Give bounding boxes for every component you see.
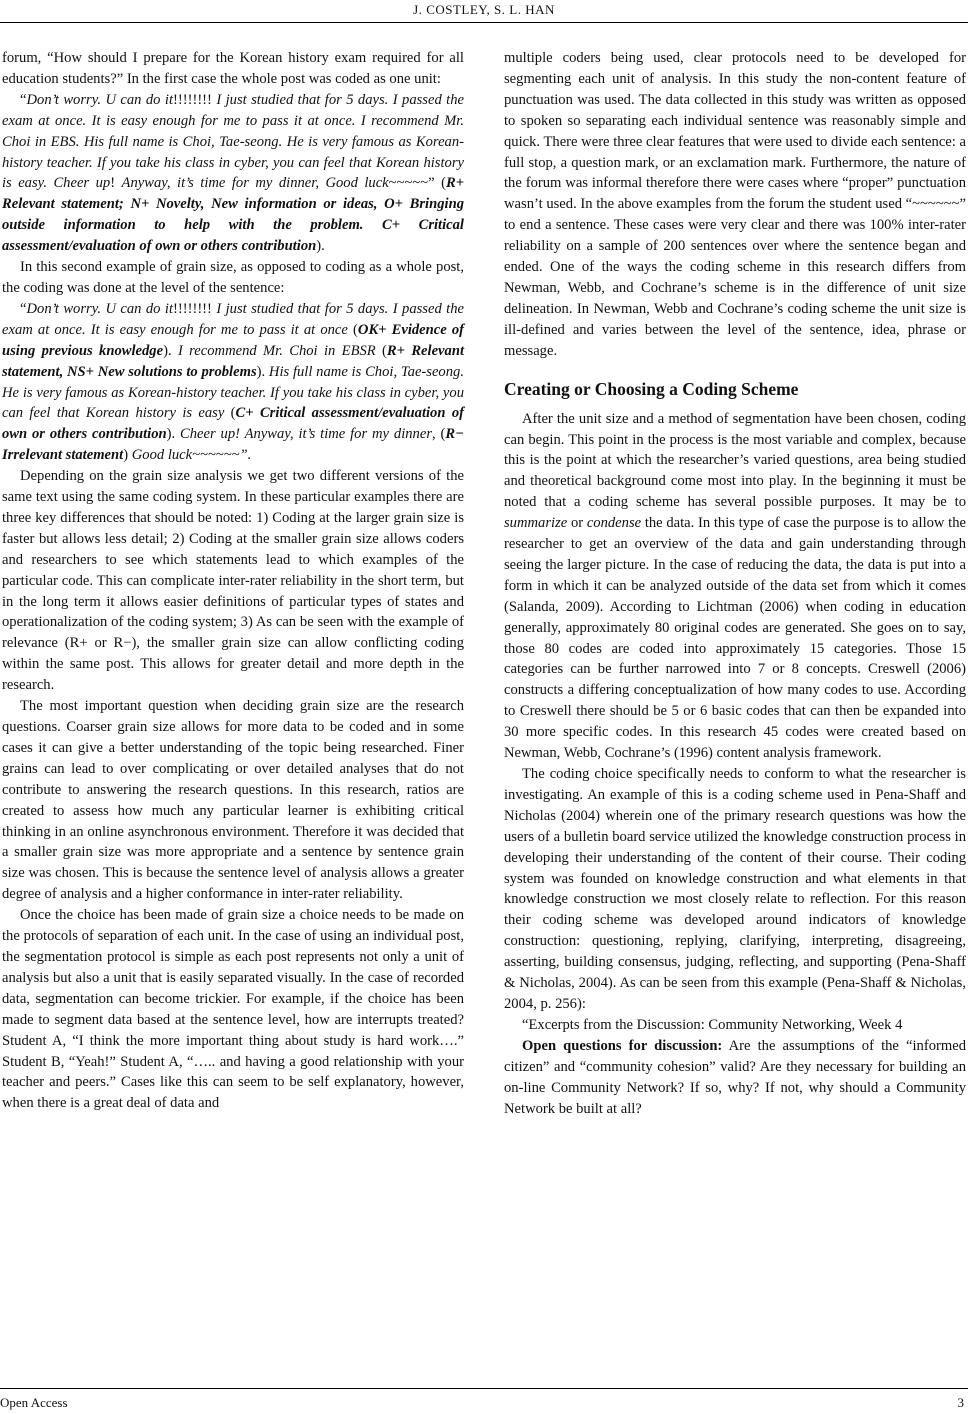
excerpt-questions: Open questions for discussion: Are the assumptions of the “informed citizen” and “community cohesion” valid? Are they necessary for building an on-line Community Network? If so, why? If not, why should a Community Network be built at all? xyxy=(504,1037,966,1117)
code-list: R+ Relevant statement; N+ Novelty, New information or ideas, O+ Bringing outside information to help with the problem. C+ Critical assessment/evaluation of own or others contribution xyxy=(2,175,465,255)
paragraph: Once the choice has been made of grain size a choice needs to be made on the protocols of separation of each unit. In the case of using an individual post, the segmentation protocol is simple as each post represents not only a unit of analysis but also a unit that is easily separated visually. In the case of recorded data, segmentation can become trickier. For example, if the choice has been made to segment data based at the sentence level, how are interrupts treated? Student A, “I think the more important thing about study is hard work….” Student B, “Yeah!” Student A, “….. and having a good relationship with your teacher and peers.” Cases like this can seem to be self explanatory, however, when there is a great deal of data and xyxy=(2,907,464,1112)
footer-journal: Open Access xyxy=(0,1395,68,1410)
paragraph: After the unit size and a method of segmentation have been chosen, coding can begin. This point in the process is the most variable and complex, because this is the point at which the researcher’s varied questions, area being studied and theoretical background come most into play. In the beginning it must be noted that a coding scheme has several possible purposes. It may be to summarize or condense the data. In this type of case the purpose is to allow the researcher to get an overview of the data and gain understanding through seeing the larger picture. In the case of reducing the data, the data is put into a form in which it can be analyzed outside of the data set from which it comes (Salanda, 2009). According to Lichtman (2006) when coding in education generally, approximately 80 original codes are generated. She goes on to say, those 80 codes are coded into approximately 15 categories. Those 15 categories can be further narrowed into 7 or 8 concepts. Creswell (2006) constructs a differing conceptualization of how many codes to use. According to Creswell there should be 5 or 6 basic codes that can then be expanded into 30 more specific codes. In this research 45 codes were created based on Newman, Webb, Cochrane’s (1996) content analysis framework. xyxy=(504,410,966,762)
paragraph: In this second example of grain size, as opposed to coding as a whole post, the coding was done at the level of the sentence: xyxy=(2,259,464,296)
paragraph-continuation: forum, “How should I prepare for the Korean history exam required for all education students?” In the first case the whole post was coded as one unit: xyxy=(2,50,464,87)
paragraph: Depending on the grain size analysis we get two different versions of the same text using the same coding system. In these particular examples there are three key differences that should be noted: 1) Coding at the larger grain size is faster but allows less detail; 2) Coding at the smaller grain size allows coders and researchers to see which statements lead to which examples of the particular code. This can complicate inter-rater reliability in the short term, but in the long term it allows easier definitions of particular types of states and operationalization of the coding system; 3) As can be seen with the example of relevance (R+ or R−), the smaller grain size can allow conflicting coding within the same post. This allows for greater detail and more depth in the research. xyxy=(2,468,464,694)
left-column xyxy=(2,48,464,1114)
paragraph-continuation: multiple coders being used, clear protocols need to be developed for segmenting each unit of analysis. In this study the non-content feature of punctuation was used. The data collected in this study was written as opposed to spoken so separating each individual sentence was reasonably simple and quick. There were three clear features that were used to divide each sentence: a full stop, a question mark, or an exclamation mark. Furthermore, the nature of the forum was informal therefore there were cases where “proper” punctuation wasn’t used. In the above examples from the forum the student used “~~~~~~” to end a sentence. These cases were very clear and there was 100% inter-rater reliability on a sample of 200 sentences over where the sentence began and ended. One of the ways the coding scheme in this research differs from Newman, Webb, and Cochrane’s scheme is in the difference of unit size delineation. In Newman, Webb and Cochrane’s coding scheme the unit size is ill-defined and varies between the level of the sentence, idea, phrase or message. xyxy=(504,50,966,359)
section-heading: Creating or Choosing a Coding Scheme xyxy=(504,378,799,399)
code-c-plus: C+ Critical assessment/evaluation of own or others contribution xyxy=(2,405,464,443)
footer-rule xyxy=(0,1388,968,1389)
right-column xyxy=(504,48,966,1119)
paragraph: The most important question when deciding grain size are the research questions. Coarser grain size allows for more data to be coded and in some cases it can give a better understanding of the topic being researched. Finer grains can lead to over complicating or over detailed analyses that do not contribute to answering the research questions. In this research, ratios are created to assess how much any particular learner is exhibiting critical thinking in an online asynchronous environment. Therefore it was decided that a smaller grain size was more appropriate and a sentence by sentence grain size was chosen. This is because the sentence level of analysis allows a greater degree of analysis and a higher conformance in inter-rater reliability. xyxy=(2,698,464,903)
page-number: 3 xyxy=(957,1395,964,1410)
code-r-plus-ns-plus: R+ Relevant statement, NS+ New solutions to problems xyxy=(2,342,465,380)
example-sentence-level: “Don’t worry. U can do it!!!!!!!! I just studied that for 5 days. I passed the exam at once. It is easy enough for me to pass it at once (OK+ Evidence of using previous knowledge). I recommend Mr. Choi in EBSR (R+ Relevant statement, NS+ New solutions to problems). His full name is Choi, Tae-seong. He is very famous as Korean-history teacher. If you take his class in cyber, you can feel that Korean history is easy (C+ Critical assessment/evaluation of own or others contribution). Cheer up! Anyway, it’s time for my dinner, (R− Irrelevant statement) Good luck~~~~~~”. xyxy=(2,300,465,464)
header-rule xyxy=(0,22,968,23)
code-r-minus: R− Irrelevant statement xyxy=(2,426,464,464)
code-ok-plus: OK+ Evidence of using previous knowledge xyxy=(2,321,465,359)
running-head: J. COSTLEY, S. L. HAN xyxy=(413,2,555,17)
example-whole-post: “Don’t worry. U can do it!!!!!!!! I just studied that for 5 days. I passed the exam at once. It is easy enough for me to pass it at once. I recommend Mr. Choi in EBS. His full name is Choi, Tae-seong. He is very famous as Korean-history teacher. If you take his class in cyber, you can feel that Korean history is easy. Cheer up! Anyway, it’s time for my dinner, Good luck~~~~~” (R+ Relevant statement; N+ Novelty, New information or ideas, O+ Bringing outside information to help with the problem. C+ Critical assessment/evaluation of own or others contribution). xyxy=(2,91,465,255)
paragraph: The coding choice specifically needs to conform to what the researcher is investigating. An example of this is a coding scheme used in Pena-Shaff and Nicholas (2004) wherein one of the primary research questions was how the users of a bulletin board service utilized the knowledge construction process in developing their understanding of the content of their course. Their coding system was founded on knowledge construction and what elements in that knowledge construction we most closely relate to reflection. For this reason their coding scheme was developed around indicators of knowledge construction: questioning, replying, clarifying, interpreting, disagreeing, asserting, building consensus, judging, reflecting, and supporting (Pena-Shaff & Nicholas, 2004). As can be seen from this example (Pena-Shaff & Nicholas, 2004, p. 256): xyxy=(504,766,966,1012)
excerpt-title: “Excerpts from the Discussion: Community Networking, Week 4 xyxy=(522,1016,903,1033)
